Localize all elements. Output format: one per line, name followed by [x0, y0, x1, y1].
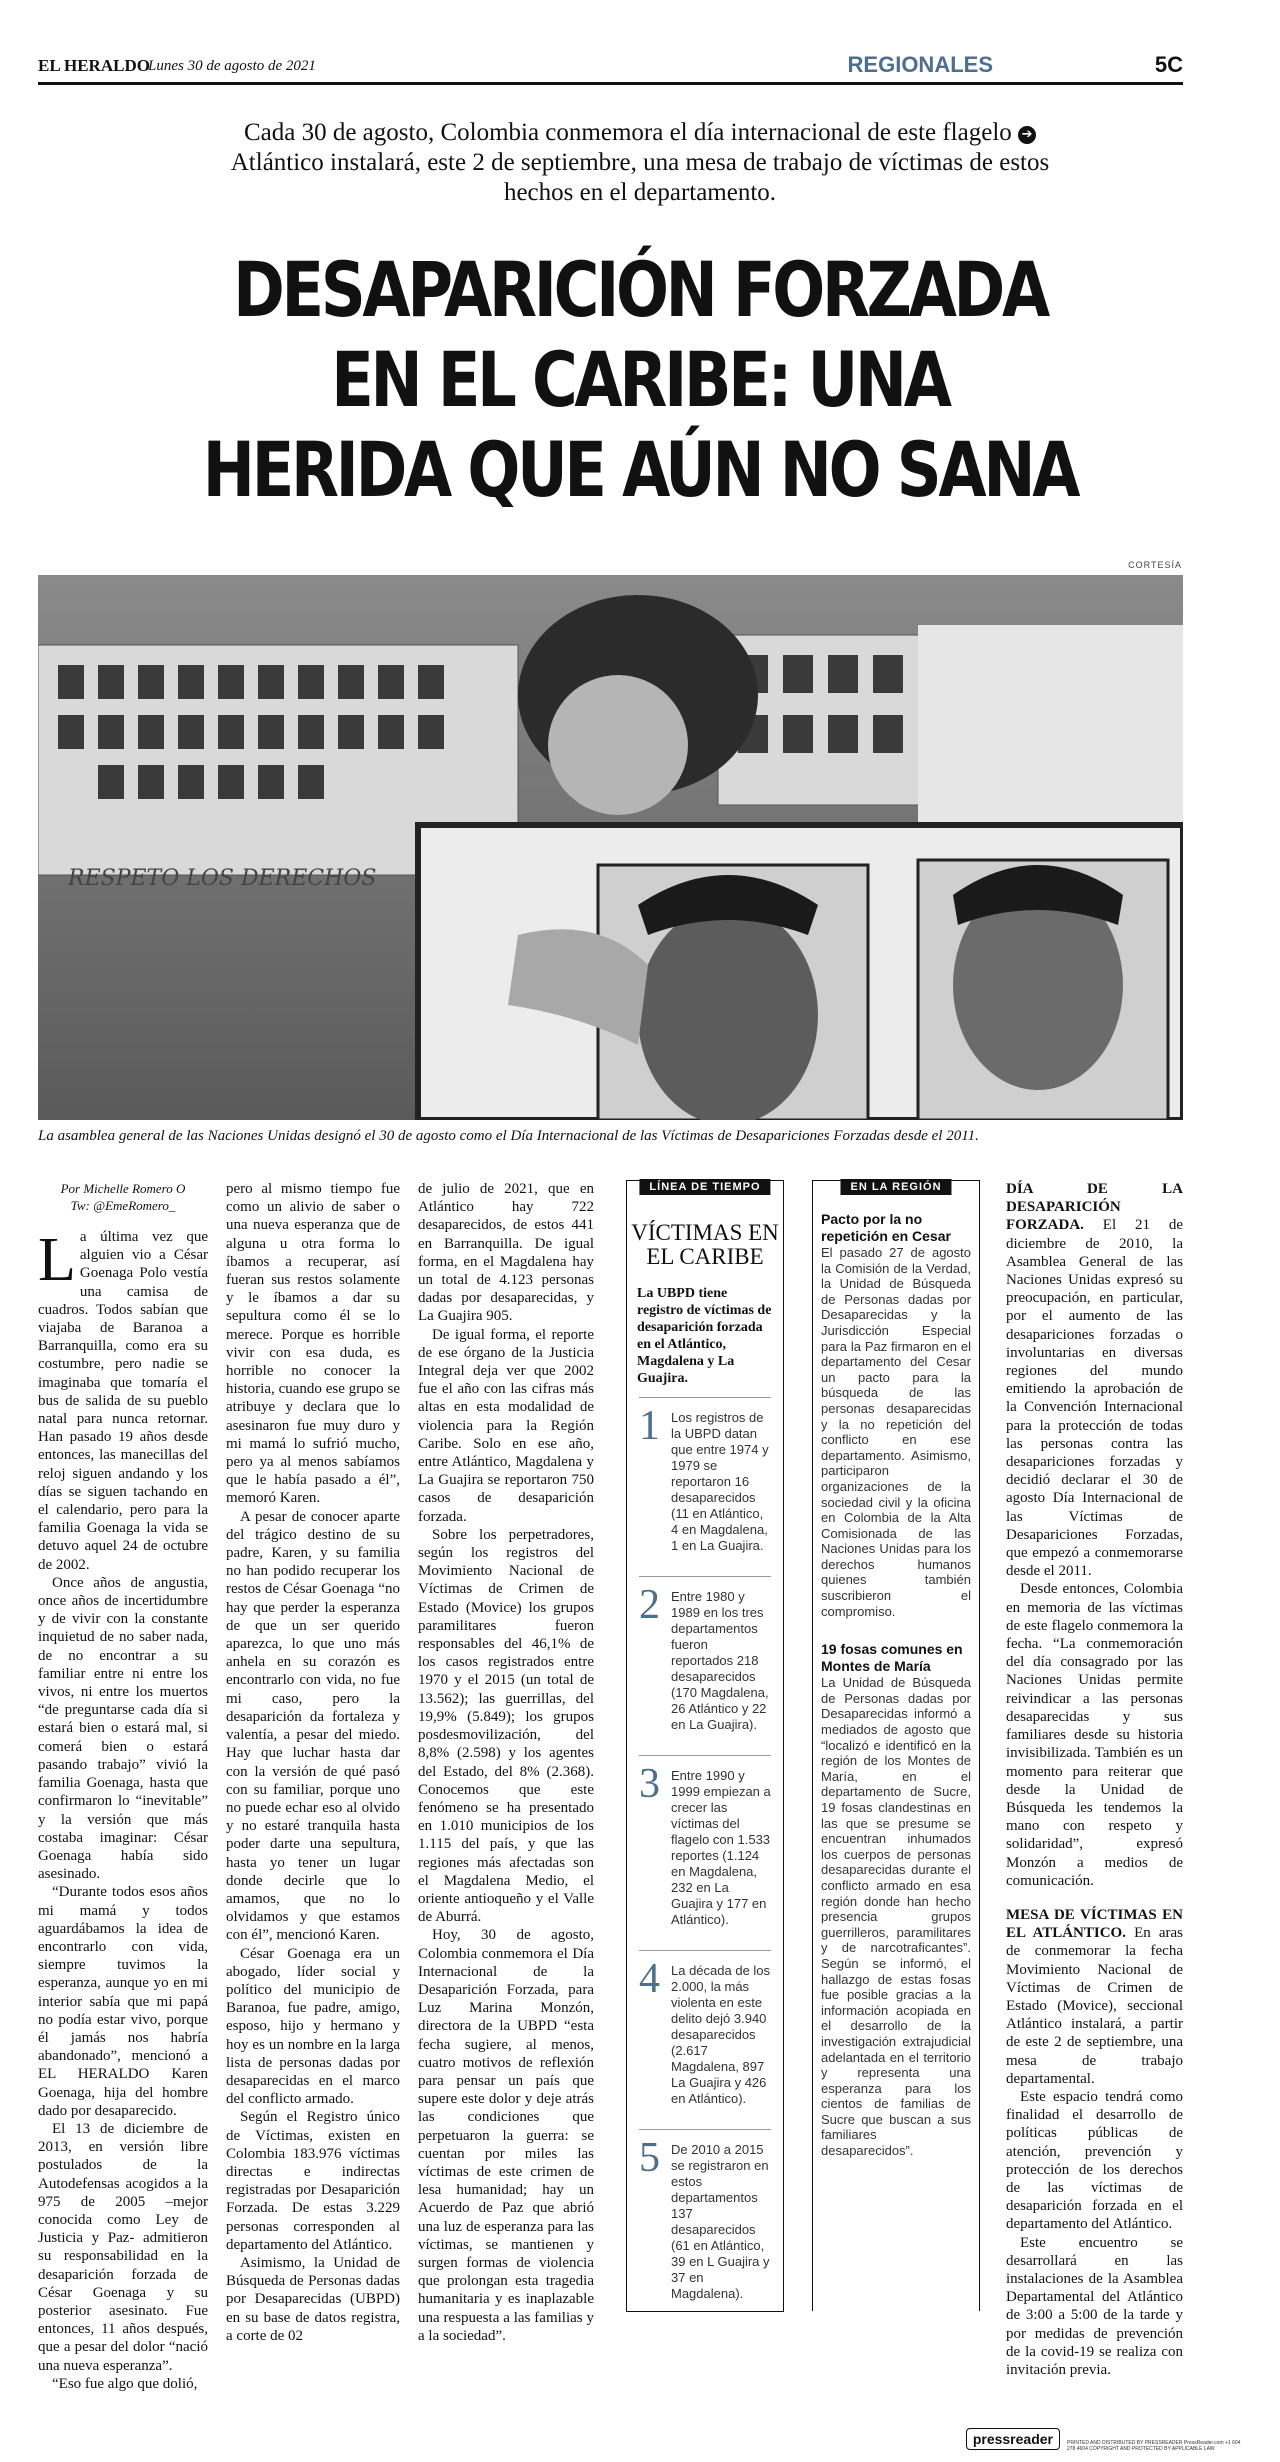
footer-fine-print: PRINTED AND DISTRIBUTED BY PRESSREADER PressReader.com +1 604 278 4604 COPYRIGHT AND PROTECTED BY APPLICABLE LAW — [1067, 2440, 1241, 2452]
timeline-text: Los registros de la UBPD datan que entre 1974 y 1979 se reportaron 16 desaparecidos (11 en Atlántico, 4 en Magdalena, 1 en La Guajira. — [671, 1410, 769, 1553]
timeline-text: Entre 1980 y 1989 en los tres departamentos fueron reportados 218 desaparecidos (170 Magdalena, 26 Atlántico y 22 en La Guajira). — [671, 1589, 769, 1732]
region-section-title: Pacto por la no repetición en Cesar — [821, 1211, 951, 1244]
main-photo — [38, 575, 1183, 1120]
region-section-text: El pasado 27 de agosto la Comisión de la Verdad, la Unidad de Búsqueda de Personas dadas por Desaparecidas y la Jurisdicción Especial para la Paz firmaron en el departamento del Cesar un pacto para la búsqueda de las personas desaparecidas y la no repetición del conflicto en ese departamento. Asimismo, participaron organizaciones de la sociedad civil y la oficina en Colombia de la Alta Comisionada de las Naciones Unidas para los derechos humanos quienes también suscribieron el compromiso. — [821, 1245, 971, 1619]
region-section-title: 19 fosas comunes en Montes de María — [821, 1641, 963, 1675]
timeline-text: La década de los 2.000, la más violenta en este delito dejó 3.940 desaparecidos (2.617 Magdalena, 897 La Guajira y 426 en Atlántico). — [671, 1963, 771, 2106]
article-paragraph: pero al mismo tiempo fue como un alivio de saber o una nueva esperanza que de alguna u otra forma lo íbamos a recuperar, así fueran sus restos solamente y le íbamos a dar su sepultura como él se lo merece. Porque es horrible vivir con esa duda, es horrible no conocer la historia, cuando ese grupo se atribuye y declara que lo asesinaron fue muy duro y mi mamá lo sufrió mucho, pero ya al menos sabíamos que le había pasado a él”, memoró Karen. — [226, 1181, 400, 1507]
section-name: REGIONALES — [847, 52, 993, 77]
article-paragraph: DÍA DE LA DESAPARICIÓN FORZADA. El 21 de diciembre de 2010, la Asamblea General de las Naciones Unidas expresó su preocupación, en particular, por el aumento de las desapariciones forzadas o involuntarias en diversas regiones del mundo emitiendo la aprobación de la Convención Internacional para la protección de todas las personas contra las desapariciones forzadas y decidió declarar el 30 de agosto Día Internacional de las Víctimas de Desapariciones Forzadas, que empezó a conmemorarse desde el 2011. — [1006, 1181, 1183, 1580]
article-paragraph: Este espacio tendrá como finalidad el desarrollo de políticas públicas de atención, prevención y protección de los derechos de las víctimas de desaparición forzada en el departamento del Atlántico. — [1006, 2088, 1183, 2233]
region-label: EN LA REGIÓN — [840, 1179, 951, 1195]
lead-part-1: Cada 30 de agosto, Colombia conmemora el día internacional de este flagelo — [243, 119, 1012, 146]
article-paragraph: De igual forma, el reporte de ese órgano de la Justicia Integral deja ver que 2002 fue el año con las cifras más altas en esta modalidad de violencia para la Región Caribe. Solo en ese año, entre Atlántico, Magdalena y La Guajira se reportaron 750 casos de desaparición forzada. — [418, 1326, 594, 1525]
lead-part-2: Atlántico instalará, este 2 de septiembre, una mesa de trabajo de víctimas de estos hechos en el departamento. — [230, 149, 1050, 206]
photo-credit: CORTESÍA — [1128, 560, 1182, 570]
article-paragraph: Hoy, 30 de agosto, Colombia conmemora el Día Internacional de la Desaparición Forzada, para Luz Marina Monzón, directora de la UBPD “esta fecha sugiere, al menos, cuatro motivos de reflexión para pensar un país que supere este dolor y deje atrás las condiciones que perpetuaron la guerra: se cuentan por miles las víctimas de este crimen de lesa humanidad; hay un Acuerdo de Paz que abrió una luz de esperanza para las víctimas, se mantienen y surgen formas de violencia que prolongan esta tragedia humanitaria y es inaplazable una respuesta a las familias y a la sociedad”. — [418, 1927, 594, 2344]
pressreader-logo: pressreader — [966, 2428, 1060, 2450]
newspaper-brand: EL HERALDO — [38, 56, 150, 75]
timeline-item — [639, 1755, 771, 1940]
timeline-item — [639, 2129, 771, 2314]
headline-line-2: EN EL CARIBE: UNA — [331, 335, 949, 424]
issue-date: Lunes 30 de agosto de 2021 — [148, 58, 316, 74]
article-paragraph: César Goenaga era un abogado, líder social y político del municipio de Baranoa, fue padre, amigo, esposo, hijo y hermano y hoy es un nombre en la larga lista de personas dadas por desaparecidas en el marco del conflicto armado. — [226, 1945, 400, 2108]
byline-author: Por Michelle Romero O — [60, 1181, 186, 1196]
byline — [38, 1180, 208, 1214]
headline-line-1: DESAPARICIÓN FORZADA — [233, 245, 1047, 334]
timeline-text: De 2010 a 2015 se registraron en estos departamentos 137 desaparecidos (61 en Atlántico, 39 en L Guajira y 37 en Magdalena). — [671, 2142, 770, 2301]
page-number: 5C — [1154, 52, 1183, 77]
masthead — [38, 52, 1183, 80]
timeline-text: Entre 1990 y 1999 empiezan a crecer las víctimas del flagelo con 1.533 reportes (1.124 en Magdalena, 232 en La Guajira y 177 en Atlántico). — [671, 1768, 771, 1927]
article-paragraph: de julio de 2021, que en Atlántico hay 722 desaparecidos, de estos 441 en Barranquilla. De igual forma, en el Magdalena hay un total de 4.123 personas dadas por desaparecidas, y La Guajira 905. — [418, 1181, 594, 1325]
region-section-text: La Unidad de Búsqueda de Personas dadas por Desaparecidas informó a mediados de agosto que “localizó e identificó en la región de los Montes de María, en el departamento de Sucre, 19 fosas clandestinas en las que se presume se encuentran inhumados los cuerpos de personas desaparecidas durante el conflicto armado en esa región donde han hecho presencia grupos guerrilleros, paramilitares y de narcotraficantes”. Según se informó, el hallazgo de estas fosas fue posible gracias a la información acopiada en el desarrollo de la investigación extrajudicial adelantada en el territorio y representa una esperanza para los cientos de familias de Sucre que buscan a sus familiares desaparecidos”. — [821, 1675, 971, 2159]
article-paragraph: Once años de angustia, once años de incertidumbre y de vivir con la constante inquietud de no saber nada, de no encontrar a su familiar entre ni entre los vivos, ni entre los muertos “de preguntarse cada día si estará bien o estará mal, si comerá bien o estará pasando trabajo” vivió la familia Goenaga, hasta que confirmaron lo “inevitable” y la versión que más costaba imaginar: César Goenaga había sido asesinado. — [38, 1574, 208, 1883]
lead-paragraph — [200, 118, 1080, 208]
timeline-item — [639, 1950, 771, 2119]
timeline-number: 4 — [639, 1956, 660, 2002]
article-paragraph: Este encuentro se desarrollará en las instalaciones de la Asamblea Departamental del Atlántico de 3:00 a 5:00 de la tarde y por medidas de prevención de la covid-19 se realiza con invitación previa. — [1006, 2234, 1183, 2378]
byline-twitter: Tw: @EmeRomero_ — [70, 1198, 176, 1213]
article-paragraph: El 13 de diciembre de 2013, en versión libre postulados de la Autodefensas acogidos a la 975 de 2005 –mejor conocida como Ley de Justicia y Paz- admitieron su responsabilidad en la desaparición forzada de César Goenaga y su posterior asesinato. Fue entonces, 11 años después, que a pesar del dolor “nació una nueva esperanza”. — [38, 2120, 208, 2374]
headline-line-3: HERIDA QUE AÚN NO SANA — [202, 425, 1078, 514]
timeline-label: LÍNEA DE TIEMPO — [639, 1179, 770, 1195]
article-paragraph: MESA DE VÍCTIMAS EN EL ATLÁNTICO. En aras de conmemorar la fecha Movimiento Nacional de Víctimas de Crimen de Estado (Movice), seccional Atlántico instalará, a partir de este 2 de septiembre, una mesa de trabajo departamental. — [1006, 1906, 1184, 2087]
article-paragraph: La última vez que alguien vio a César Goenaga Polo vestía una camisa de cuadros. Todos sabían que viajaba de Baranoa a Barranquilla, como era su costumbre, pero nadie se imaginaba que tomaría el bus de salida de su pueblo natal para nunca retornar. Han pasado 19 años desde entonces, las manecillas del reloj siguen andando y los días se siguen tachando en el calendario, pero para la familia Goenaga la vida se detuvo aquel 24 de octubre de 2002. — [38, 1226, 208, 1573]
timeline-number: 2 — [639, 1582, 660, 1628]
timeline-intro: La UBPD tiene registro de víctimas de desaparición forzada en el Atlántico, Magdalena y La Guajira. — [637, 1286, 772, 1386]
article-column-3 — [418, 1180, 594, 2345]
timeline-item — [639, 1397, 771, 1566]
timeline-number: 5 — [639, 2135, 660, 2181]
timeline-number: 1 — [639, 1403, 660, 1449]
arrow-right-icon: ➔ — [1018, 126, 1036, 144]
article-column-2 — [226, 1180, 400, 2345]
article-paragraph: Según el Registro único de Víctimas, existen en Colombia 183.976 víctimas directas e indirectas registradas por Desaparición Forzada. De estas 3.229 personas corresponden al departamento del Atlántico. — [226, 2109, 400, 2253]
article-paragraph: “Eso fue algo que dolió, — [52, 2375, 198, 2392]
timeline-item — [639, 1576, 771, 1745]
photo-illustration — [38, 575, 1183, 1120]
timeline-box — [626, 1180, 784, 2312]
banner-text: RESPETO LOS DERECHOS — [68, 866, 377, 891]
masthead-rule — [38, 82, 1183, 85]
photo-caption: La asamblea general de las Naciones Unidas designó el 30 de agosto como el Día Internacional de las Víctimas de Desapariciones Forzadas desde el 2011. — [38, 1128, 979, 1144]
article-paragraph: Sobre los perpetradores, según los registros del Movimiento Nacional de Víctimas de Crimen de Estado (Movice) los grupos paramilitares fueron responsables del 46,1% de los casos registrados entre 1970 y el 2015 (un total de 13.562); las guerrillas, del 19,9% (5.849); los grupos posdesmovilización, del 8,8% (2.598) y los agentes del Estado, del 8% (2.368). Conocemos que este fenómeno se ha presentado en 1.010 municipios de los 1.115 del país, y que las regiones más afectadas son el Magdalena Medio, el oriente antioqueño y el Valle de Aburrá. — [418, 1526, 594, 1926]
article-paragraph: A pesar de conocer aparte del trágico destino de su padre, Karen, y su familia no han podido recuperar los restos de César Goenaga “no hay que perder la esperanza de que un ser querido aparezca, lo que uno más anhela en su corazón es encontrarlo con vida, no fue mi caso, pero la desaparición da fortaleza y valentía, a pesar del miedo. Hay que luchar hasta dar con la versión de qué pasó con su familiar, porque uno no puede echar eso al olvido y no estaré tranquila hasta poder darte una sepultura, hasta yo tener un lugar donde decirle que lo amamos, que no lo olvidamos y que estamos con él”, mencionó Karen. — [226, 1508, 400, 1944]
drop-cap: L — [38, 1226, 76, 1294]
headline — [197, 245, 1083, 515]
region-box — [812, 1180, 980, 2311]
article-paragraph: Desde entonces, Colombia en memoria de las víctimas de este flagelo conmemora la fecha. “La conmemoración del día consagrado por las Naciones Unidas permite reivindicar a las personas desaparecidas y sus familiares desde su historia invisibilizada. También es un momento para reiterar que desde la Unidad de Búsqueda les tendemos la mano con respeto y solidaridad”, expresó Monzón a medios de comunicación. — [1006, 1581, 1183, 1889]
timeline-number: 3 — [639, 1761, 660, 1807]
article-column-6 — [1006, 1180, 1183, 2379]
article-paragraph: “Durante todos esos años mi mamá y todos aguardábamos la idea de encontrarlo con vida, siempre tuvimos la esperanza, aunque yo en mi interior sabía que mi papá no podía estar vivo, porque él jamás nos habría abandonado”, mencionó a EL HERALDO Karen Goenaga, hija del hombre dado por desaparecido. — [38, 1884, 208, 2119]
article-column-1 — [38, 1180, 208, 2393]
article-paragraph: Asimismo, la Unidad de Búsqueda de Personas dadas por Desaparecidas (UBPD) en su base de datos registra, a corte de 02 — [226, 2254, 400, 2344]
timeline-title: VÍCTIMAS EN EL CARIBE — [631, 1220, 779, 1269]
